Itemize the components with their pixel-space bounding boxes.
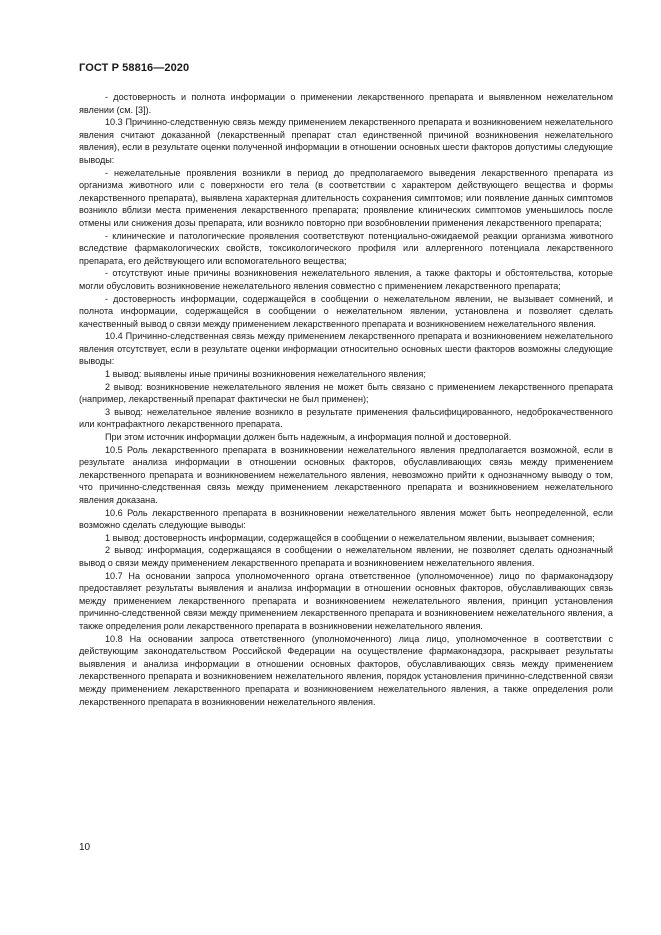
paragraph: 1 вывод: выявлены иные причины возникновения нежелательного явления;: [105, 369, 426, 380]
paragraph: 1 вывод: достоверность информации, содержащейся в сообщении о нежелательном явлении, вызывает сомнения;: [105, 532, 595, 543]
paragraph: - нежелательные проявления возникли в период до предполагаемого выведения лекарственного препарата из организма животного или с поверхности его тела (в соответствии с характером действующего вещества и формы лекарственного препарата), выявлена характерная длительность сохранения симптомов; или появление данных симптомов возникло вблизи места применения лекарственного препарата; проявление клинических симптомов уменьшилось после отмены или снижения дозы препарата, или возникло повторно при возобновлении применения лекарственного препарата;: [79, 167, 613, 228]
paragraph: 10.4 Причинно-следственная связь между применением лекарственного препарата и возникновением нежелательного явления отсутствует, если в результате оценки информации относительно основных шести факторов возможны следующие выводы:: [79, 331, 613, 367]
paragraph: 3 вывод: нежелательное явление возникло в результате применения фальсифицированного, недоброкачественного или контрафактного лекарственного препарата.: [79, 406, 613, 430]
paragraph: 10.7 На основании запроса уполномоченного органа ответственное (уполномоченное) лицо по фармаконадзору предоставляет результаты выявления и анализа информации в отношении основных факторов, обуславливающих связь между применением лекарственного препарата и возникновением нежелательного явления, принцип установления причинно-следственной связи между применением лекарственного препарата и возникновением нежелательного явления, а также определения роли лекарственного препарата в возникновении нежелательного явления.: [79, 570, 613, 631]
paragraph: 10.3 Причинно-следственную связь между применением лекарственного препарата и возникновением нежелательного явления считают доказанной (лекарственный препарат стал единственной причиной возникновения нежелательного явления), если в результате оценки полученной информации в отношении основных шести факторов допустимы следующие выводы:: [79, 117, 613, 165]
paragraph: 2 вывод: возникновение нежелательного явления не может быть связано с применением лекарственного препарата (например, лекарственный препарат фактически не был применен);: [79, 381, 613, 405]
paragraph: - достоверность и полнота информации о применении лекарственного препарата и выявленном нежелательном явлении (см. [3]).: [79, 92, 613, 115]
paragraph: При этом источник информации должен быть надежным, а информация полной и достоверной.: [105, 432, 512, 443]
document-header: ГОСТ Р 58816—2020: [79, 62, 190, 74]
paragraph: 2 вывод: информация, содержащаяся в сообщении о нежелательном явлении, не позволяет сделать однозначный вывод о связи между применением лекарственного препарата и возникновением нежелательного явления.: [79, 545, 613, 568]
paragraph: 10.5 Роль лекарственного препарата в возникновении нежелательного явления предполагается возможной, если в результате анализа информации в отношении основных факторов, обуславливающих связь между применением лекарственного препарата и возникновением нежелательного явления, невозможно прийти к однозначному выводу о том, что причинно-следственная связь между применением лекарственного препарата и возникновением нежелательного явления доказана.: [79, 444, 613, 505]
paragraph: 10.8 На основании запроса ответственного (уполномоченного) лица лицо, уполномоченное в соответствии с действующим законодательством Российской Федерации на осуществление фармаконадзора, раскрывает результаты выявления и анализа информации в отношении основных факторов, обуславливающих связь между применением лекарственного препарата и возникновением нежелательного явления, порядок установления причинно-следственной связи между применением лекарственного препарата и возникновением нежелательного явления, а также определения роли лекарственного препарата в возникновении нежелательного явления.: [79, 633, 613, 707]
document-body: [79, 91, 613, 708]
paragraph: - клинические и патологические проявления соответствуют потенциально-ожидаемой реакции организма животного вследствие фармакологических свойств, токсикологического профиля или аллергенного потенциала лекарственного препарата, его действующего или вспомогательного вещества;: [79, 230, 613, 266]
page-number: 10: [79, 842, 91, 853]
paragraph: 10.6 Роль лекарственного препарата в возникновении нежелательного явления может быть неопределенной, если возможно сделать следующие выводы:: [79, 507, 613, 531]
paragraph: - отсутствуют иные причины возникновения нежелательного явления, а также факторы и обстоятельства, которые могли обусловить возникновение нежелательного явления совместно с применением лекарственного препарата;: [79, 268, 613, 291]
paragraph: - достоверность информации, содержащейся в сообщении о нежелательном явлении, не вызывает сомнений, и полнота информации, содержащейся в сообщении о нежелательном явлении, установлена и позволяет сделать качественный вывод о связи между применением лекарственного препарата и возникновением нежелательного явления.: [79, 293, 613, 329]
